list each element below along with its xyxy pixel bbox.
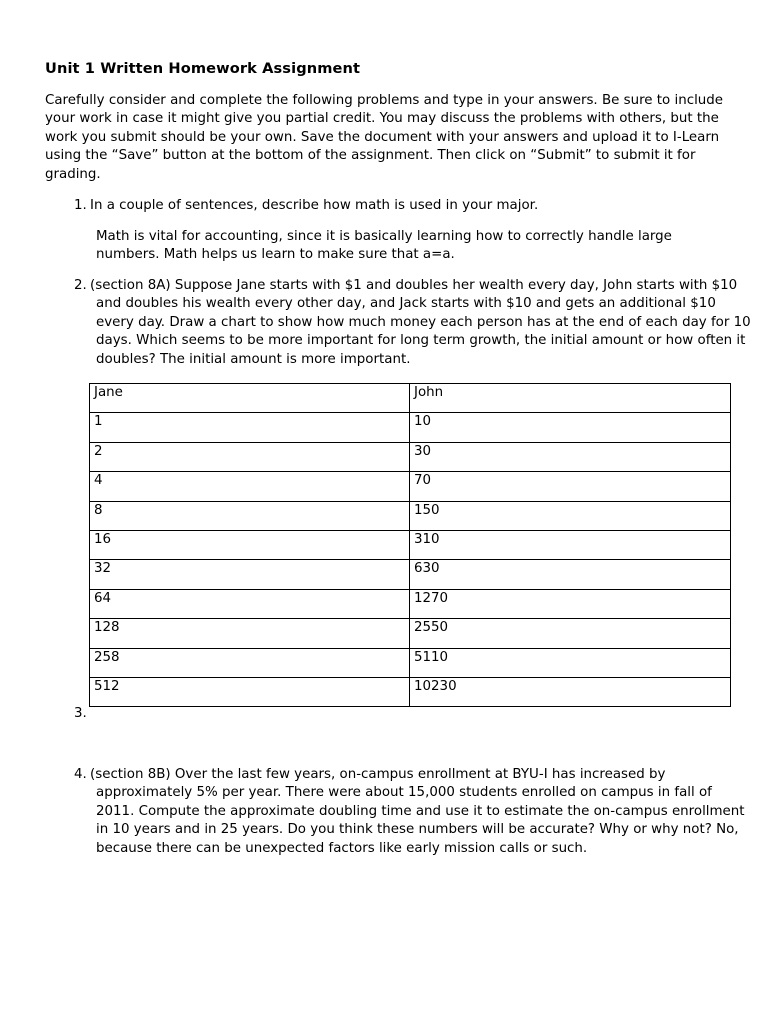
- table-cell: 310: [410, 530, 731, 559]
- table-cell: 4: [90, 472, 410, 501]
- table-row: [90, 501, 731, 530]
- table-cell: 1: [90, 413, 410, 442]
- table-cell: 10230: [410, 677, 731, 706]
- table-row: [90, 648, 731, 677]
- table-cell: 2550: [410, 619, 731, 648]
- table-cell: 5110: [410, 648, 731, 677]
- instructions-paragraph: Carefully consider and complete the following problems and type in your answers. Be sure to include your work in case it might give you partial credit. You may discuss the problems with others, but the work you submit should be your own. Save the document with your answers and upload it to I-Learn using the “Save” button at the bottom of the assignment. Then click on “Submit” to submit it for grading.: [45, 93, 724, 182]
- question-1-text: In a couple of sentences, describe how math is used in your major.: [90, 198, 539, 213]
- table-cell: 16: [90, 530, 410, 559]
- table-header-cell: Jane: [90, 384, 410, 413]
- question-2: [74, 277, 751, 369]
- question-3: [74, 705, 87, 723]
- table-cell: 150: [410, 501, 731, 530]
- document-title: Unit 1 Written Homework Assignment: [45, 60, 361, 77]
- table-cell: 2: [90, 442, 410, 471]
- table-cell: 10: [410, 413, 731, 442]
- table-row: [90, 619, 731, 648]
- table-row: [90, 472, 731, 501]
- table-cell: 8: [90, 501, 410, 530]
- question-4-number: 4.: [74, 767, 87, 782]
- table-cell: 630: [410, 560, 731, 589]
- table-row: [90, 677, 731, 706]
- table-header-row: [90, 384, 731, 413]
- question-4-text: (section 8B) Over the last few years, on-campus enrollment at BYU-I has increased by approximately 5% per year. There were about 15,000 students enrolled on campus in fall of 2011. Compute the approximate doubling time and use it to estimate the on-campus enrollment in 10 years and in 25 years. Do you think these numbers will be accurate? Why or why not? No, because there can be unexpected factors like early mission calls or such.: [90, 767, 745, 856]
- question-3-number: 3.: [74, 706, 87, 721]
- table-row: [90, 413, 731, 442]
- table-cell: 32: [90, 560, 410, 589]
- table-cell: 64: [90, 589, 410, 618]
- table-cell: 258: [90, 648, 410, 677]
- wealth-table: [89, 383, 731, 707]
- question-2-number: 2.: [74, 278, 87, 293]
- table-row: [90, 560, 731, 589]
- question-1-answer: Math is vital for accounting, since it is basically learning how to correctly handle large numbers. Math helps us learn to make sure that a=a.: [96, 229, 672, 263]
- table-row: [90, 530, 731, 559]
- table-row: [90, 442, 731, 471]
- question-4: [74, 766, 751, 858]
- table-cell: 1270: [410, 589, 731, 618]
- table-cell: 128: [90, 619, 410, 648]
- table-row: [90, 589, 731, 618]
- table-cell: 30: [410, 442, 731, 471]
- question-1-number: 1.: [74, 198, 87, 213]
- table-cell: 512: [90, 677, 410, 706]
- table-header-cell: John: [410, 384, 731, 413]
- table-cell: 70: [410, 472, 731, 501]
- question-1: [74, 197, 746, 215]
- question-2-text: (section 8A) Suppose Jane starts with $1 and doubles her wealth every day, John starts with $10 and doubles his wealth every other day, and Jack starts with $10 and gets an additional $10 every day. Draw a chart to show how much money each person has at the end of each day for 10 days. Which seems to be more important for long term growth, the initial amount or how often it doubles? The initial amount is more important.: [90, 278, 751, 367]
